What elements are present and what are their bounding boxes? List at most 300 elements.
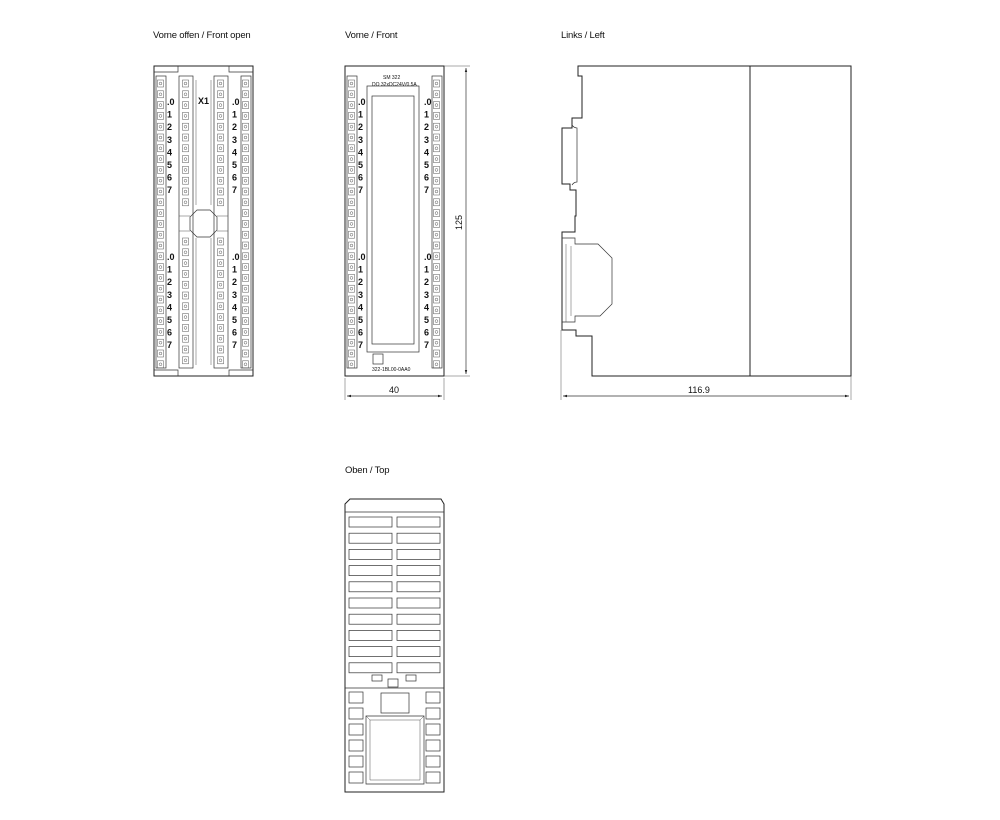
terminal-screw-head bbox=[435, 309, 438, 312]
terminal-screw-head bbox=[184, 316, 187, 319]
terminal-screw bbox=[158, 199, 164, 206]
terminal-screw-head bbox=[244, 277, 247, 280]
terminal-screw-head bbox=[159, 179, 162, 182]
channel-label: 7 bbox=[232, 340, 238, 351]
terminal-screw bbox=[243, 350, 249, 357]
terminal-screw-head bbox=[350, 158, 353, 161]
channel-label: 3 bbox=[167, 289, 173, 300]
terminal-screw bbox=[349, 102, 355, 109]
terminal-screw bbox=[158, 307, 164, 314]
terminal-screw bbox=[218, 91, 224, 98]
terminal-screw-head bbox=[350, 233, 353, 236]
left-profile-outline bbox=[562, 66, 851, 376]
terminal-screw bbox=[349, 156, 355, 163]
terminal-screw-head bbox=[159, 331, 162, 334]
channel-label: .0 bbox=[167, 252, 175, 262]
terminal-screw bbox=[434, 134, 440, 141]
terminal-screw-head bbox=[350, 244, 353, 247]
terminal-screw bbox=[243, 177, 249, 184]
channel-label: 2 bbox=[167, 277, 173, 288]
channel-label: 5 bbox=[232, 160, 238, 170]
channel-label: 7 bbox=[424, 340, 430, 351]
cable-slot bbox=[397, 566, 440, 576]
channel-label: 4 bbox=[167, 147, 173, 158]
terminal-screw bbox=[158, 123, 164, 130]
terminal-screw bbox=[158, 188, 164, 195]
terminal-screw bbox=[158, 318, 164, 325]
terminal-screw bbox=[158, 274, 164, 281]
module-spec-label: DO 32xDC24V/0.5A bbox=[372, 82, 417, 88]
channel-label: 2 bbox=[232, 277, 238, 288]
terminal-screw-head bbox=[219, 147, 222, 150]
terminal-screw bbox=[434, 91, 440, 98]
terminal-screw-head bbox=[159, 266, 162, 269]
terminal-screw bbox=[434, 220, 440, 227]
channel-label: 3 bbox=[167, 134, 173, 145]
terminal-screw-head bbox=[435, 201, 438, 204]
terminal-screw bbox=[349, 220, 355, 227]
terminal-screw-head bbox=[219, 136, 222, 139]
terminal-screw bbox=[243, 80, 249, 87]
terminal-screw bbox=[218, 281, 224, 288]
terminal-screw-head bbox=[219, 348, 222, 351]
center-screw-cover bbox=[190, 210, 217, 237]
terminal-screw bbox=[218, 166, 224, 173]
terminal-screw bbox=[158, 91, 164, 98]
terminal-screw bbox=[434, 264, 440, 271]
terminal-screw-head bbox=[435, 223, 438, 226]
terminal-screw bbox=[218, 188, 224, 195]
terminal-screw bbox=[218, 134, 224, 141]
channel-label: 4 bbox=[232, 147, 238, 158]
terminal-screw-head bbox=[184, 82, 187, 85]
channel-label: 1 bbox=[232, 109, 238, 120]
terminal-screw bbox=[243, 242, 249, 249]
channel-label: .0 bbox=[232, 97, 240, 107]
front-open-view bbox=[154, 66, 253, 376]
view-title-top: Oben / Top bbox=[345, 465, 390, 476]
terminal-screw bbox=[349, 134, 355, 141]
channel-label: 6 bbox=[232, 327, 238, 338]
channel-label: 4 bbox=[232, 302, 238, 313]
channel-label: 5 bbox=[424, 160, 430, 170]
cable-slot bbox=[349, 549, 392, 559]
channel-label: .0 bbox=[424, 252, 432, 262]
lower-slot bbox=[349, 692, 363, 703]
lower-slot bbox=[426, 772, 440, 783]
terminal-screw bbox=[434, 123, 440, 130]
terminal-screw-head bbox=[350, 169, 353, 172]
terminal-screw-head bbox=[350, 352, 353, 355]
terminal-screw bbox=[158, 220, 164, 227]
cable-slot bbox=[397, 549, 440, 559]
terminal-screw bbox=[183, 112, 189, 119]
terminal-screw-head bbox=[244, 266, 247, 269]
terminal-screw-head bbox=[244, 212, 247, 215]
channel-label: 7 bbox=[424, 185, 430, 196]
depth-dimension-value: 116.9 bbox=[688, 385, 710, 395]
terminal-screw-head bbox=[350, 201, 353, 204]
terminal-screw bbox=[183, 270, 189, 277]
view-title-front-open: Vorne offen / Front open bbox=[153, 30, 251, 41]
terminal-screw-head bbox=[435, 212, 438, 215]
terminal-screw bbox=[243, 361, 249, 368]
terminal-screw bbox=[158, 134, 164, 141]
terminal-screw-head bbox=[350, 82, 353, 85]
terminal-screw bbox=[158, 166, 164, 173]
terminal-screw-head bbox=[184, 262, 187, 265]
terminal-screw-head bbox=[219, 327, 222, 330]
terminal-screw-head bbox=[350, 212, 353, 215]
terminal-screw-head bbox=[244, 115, 247, 118]
terminal-screw bbox=[243, 156, 249, 163]
terminal-screw-head bbox=[159, 147, 162, 150]
terminal-screw bbox=[243, 253, 249, 260]
terminal-screw bbox=[434, 350, 440, 357]
terminal-screw bbox=[434, 339, 440, 346]
terminal-screw-head bbox=[435, 298, 438, 301]
terminal-screw-head bbox=[435, 320, 438, 323]
terminal-screw bbox=[218, 314, 224, 321]
terminal-screw-head bbox=[159, 104, 162, 107]
lower-slot bbox=[349, 740, 363, 751]
terminal-screw-head bbox=[219, 190, 222, 193]
terminal-screw-head bbox=[350, 93, 353, 96]
channel-label: .0 bbox=[358, 252, 366, 262]
terminal-screw-head bbox=[159, 169, 162, 172]
terminal-screw bbox=[158, 112, 164, 119]
channel-label: 4 bbox=[424, 147, 430, 158]
terminal-screw bbox=[434, 112, 440, 119]
terminal-screw-head bbox=[159, 93, 162, 96]
terminal-screw bbox=[349, 177, 355, 184]
terminal-screw-head bbox=[219, 262, 222, 265]
terminal-screw bbox=[434, 361, 440, 368]
terminal-screw bbox=[158, 264, 164, 271]
terminal-screw bbox=[243, 339, 249, 346]
terminal-screw-head bbox=[184, 179, 187, 182]
channel-label: 6 bbox=[424, 327, 430, 338]
terminal-screw-head bbox=[435, 104, 438, 107]
terminal-screw-head bbox=[435, 352, 438, 355]
terminal-screw bbox=[183, 145, 189, 152]
connector-label-x1: X1 bbox=[198, 96, 210, 106]
terminal-screw-head bbox=[184, 169, 187, 172]
terminal-screw-head bbox=[159, 363, 162, 366]
terminal-screw bbox=[434, 242, 440, 249]
front-view bbox=[345, 66, 470, 400]
terminal-screw bbox=[183, 249, 189, 256]
terminal-screw bbox=[158, 242, 164, 249]
channel-label: 2 bbox=[167, 122, 173, 133]
terminal-screw bbox=[349, 242, 355, 249]
terminal-screw bbox=[243, 145, 249, 152]
terminal-screw-head bbox=[159, 201, 162, 204]
terminal-screw-head bbox=[244, 169, 247, 172]
terminal-screw bbox=[183, 188, 189, 195]
terminal-screw bbox=[183, 199, 189, 206]
terminal-screw bbox=[218, 324, 224, 331]
terminal-screw-head bbox=[244, 309, 247, 312]
terminal-screw-head bbox=[435, 341, 438, 344]
terminal-screw bbox=[349, 328, 355, 335]
terminal-screw-head bbox=[244, 201, 247, 204]
terminal-screw bbox=[183, 357, 189, 364]
terminal-screw bbox=[243, 285, 249, 292]
cable-slot bbox=[349, 566, 392, 576]
channel-label: 7 bbox=[167, 185, 173, 196]
terminal-screw bbox=[349, 350, 355, 357]
terminal-screw bbox=[434, 166, 440, 173]
view-title-left: Links / Left bbox=[561, 30, 605, 41]
terminal-screw-head bbox=[350, 147, 353, 150]
terminal-screw bbox=[218, 112, 224, 119]
lower-slot bbox=[349, 756, 363, 767]
terminal-screw bbox=[349, 307, 355, 314]
terminal-screw bbox=[183, 260, 189, 267]
terminal-screw bbox=[434, 102, 440, 109]
terminal-screw bbox=[434, 210, 440, 217]
terminal-screw-head bbox=[184, 240, 187, 243]
terminal-screw-head bbox=[159, 255, 162, 258]
lower-slot bbox=[426, 692, 440, 703]
terminal-screw-head bbox=[184, 305, 187, 308]
terminal-screw bbox=[243, 112, 249, 119]
terminal-screw-head bbox=[219, 251, 222, 254]
channel-label: .0 bbox=[167, 97, 175, 107]
terminal-screw bbox=[158, 361, 164, 368]
terminal-screw-head bbox=[350, 298, 353, 301]
terminal-screw bbox=[183, 177, 189, 184]
terminal-screw bbox=[218, 335, 224, 342]
lower-slot bbox=[426, 756, 440, 767]
terminal-screw bbox=[218, 145, 224, 152]
terminal-screw bbox=[183, 80, 189, 87]
terminal-screw-head bbox=[159, 115, 162, 118]
terminal-screw-head bbox=[435, 136, 438, 139]
terminal-screw-head bbox=[184, 136, 187, 139]
terminal-screw-head bbox=[219, 201, 222, 204]
terminal-screw-head bbox=[435, 233, 438, 236]
terminal-screw-head bbox=[244, 136, 247, 139]
terminal-screw-head bbox=[159, 298, 162, 301]
terminal-screw-head bbox=[244, 352, 247, 355]
cable-slot bbox=[349, 582, 392, 592]
channel-label: .0 bbox=[424, 97, 432, 107]
terminal-screw-head bbox=[350, 115, 353, 118]
channel-label: 5 bbox=[167, 160, 173, 170]
terminal-screw-head bbox=[159, 190, 162, 193]
terminal-screw-head bbox=[350, 104, 353, 107]
terminal-screw-head bbox=[244, 320, 247, 323]
lower-slot bbox=[426, 708, 440, 719]
terminal-screw bbox=[158, 80, 164, 87]
channel-label: 4 bbox=[424, 302, 430, 313]
terminal-screw bbox=[183, 166, 189, 173]
cable-slot bbox=[349, 614, 392, 624]
terminal-screw bbox=[243, 134, 249, 141]
channel-label: 1 bbox=[167, 109, 173, 120]
channel-label: 6 bbox=[358, 327, 364, 338]
terminal-screw bbox=[158, 102, 164, 109]
channel-label: 4 bbox=[167, 302, 173, 313]
terminal-screw bbox=[243, 220, 249, 227]
left-view bbox=[561, 66, 851, 400]
channel-label: 2 bbox=[358, 277, 364, 288]
terminal-screw-head bbox=[350, 309, 353, 312]
terminal-screw-head bbox=[350, 255, 353, 258]
terminal-screw bbox=[183, 238, 189, 245]
terminal-screw-head bbox=[219, 169, 222, 172]
terminal-screw bbox=[349, 274, 355, 281]
terminal-screw-head bbox=[159, 287, 162, 290]
terminal-screw-head bbox=[435, 244, 438, 247]
terminal-screw bbox=[349, 339, 355, 346]
terminal-screw bbox=[243, 318, 249, 325]
terminal-screw-head bbox=[244, 287, 247, 290]
channel-label: 7 bbox=[167, 340, 173, 351]
terminal-screw-head bbox=[244, 244, 247, 247]
terminal-screw bbox=[434, 156, 440, 163]
terminal-screw-head bbox=[244, 341, 247, 344]
terminal-screw-head bbox=[184, 201, 187, 204]
terminal-screw-head bbox=[350, 179, 353, 182]
terminal-screw bbox=[349, 188, 355, 195]
terminal-screw-head bbox=[435, 115, 438, 118]
terminal-screw bbox=[243, 274, 249, 281]
channel-label: 7 bbox=[358, 185, 364, 196]
terminal-screw-head bbox=[435, 190, 438, 193]
terminal-screw bbox=[183, 102, 189, 109]
terminal-screw-head bbox=[350, 277, 353, 280]
terminal-screw-head bbox=[350, 320, 353, 323]
terminal-screw-head bbox=[435, 158, 438, 161]
terminal-screw bbox=[218, 156, 224, 163]
terminal-screw bbox=[158, 156, 164, 163]
terminal-screw-head bbox=[244, 179, 247, 182]
channel-label: 4 bbox=[358, 147, 364, 158]
terminal-screw bbox=[183, 303, 189, 310]
terminal-screw bbox=[434, 80, 440, 87]
terminal-screw bbox=[158, 253, 164, 260]
terminal-screw-head bbox=[244, 223, 247, 226]
order-number-label: 322-1BL00-0AA0 bbox=[372, 367, 411, 373]
terminal-screw bbox=[183, 281, 189, 288]
terminal-screw bbox=[183, 314, 189, 321]
terminal-screw bbox=[349, 80, 355, 87]
terminal-screw bbox=[243, 307, 249, 314]
channel-label: 1 bbox=[167, 264, 173, 275]
terminal-screw bbox=[349, 145, 355, 152]
terminal-screw bbox=[243, 199, 249, 206]
channel-label: 7 bbox=[232, 185, 238, 196]
terminal-screw-head bbox=[159, 309, 162, 312]
top-view bbox=[345, 499, 444, 792]
terminal-screw-head bbox=[184, 273, 187, 276]
terminal-screw bbox=[183, 156, 189, 163]
terminal-screw-head bbox=[350, 331, 353, 334]
terminal-screw-head bbox=[244, 331, 247, 334]
terminal-screw-head bbox=[219, 93, 222, 96]
terminal-screw bbox=[349, 210, 355, 217]
channel-label: 4 bbox=[358, 302, 364, 313]
terminal-screw-head bbox=[244, 104, 247, 107]
terminal-screw-head bbox=[435, 287, 438, 290]
cable-slot bbox=[397, 647, 440, 657]
terminal-screw bbox=[183, 123, 189, 130]
terminal-screw bbox=[349, 199, 355, 206]
label-strip-window bbox=[367, 86, 419, 352]
terminal-screw-head bbox=[244, 125, 247, 128]
terminal-screw bbox=[218, 238, 224, 245]
terminal-screw bbox=[434, 253, 440, 260]
terminal-screw bbox=[434, 199, 440, 206]
terminal-screw bbox=[158, 231, 164, 238]
cable-slot bbox=[397, 663, 440, 673]
terminal-screw-head bbox=[159, 233, 162, 236]
channel-label: 3 bbox=[358, 289, 364, 300]
terminal-screw-head bbox=[435, 331, 438, 334]
channel-label: 3 bbox=[232, 134, 238, 145]
terminal-screw bbox=[218, 199, 224, 206]
terminal-screw bbox=[218, 80, 224, 87]
terminal-screw-head bbox=[435, 277, 438, 280]
terminal-screw-head bbox=[244, 255, 247, 258]
terminal-screw-head bbox=[350, 223, 353, 226]
terminal-screw bbox=[434, 188, 440, 195]
terminal-screw bbox=[218, 249, 224, 256]
terminal-screw-head bbox=[219, 316, 222, 319]
terminal-screw bbox=[158, 339, 164, 346]
terminal-screw-head bbox=[184, 115, 187, 118]
terminal-screw-head bbox=[219, 273, 222, 276]
terminal-screw-head bbox=[159, 158, 162, 161]
channel-label: 6 bbox=[232, 172, 238, 183]
cable-slot bbox=[397, 598, 440, 608]
terminal-screw-head bbox=[184, 158, 187, 161]
terminal-screw-head bbox=[244, 363, 247, 366]
terminal-screw bbox=[183, 292, 189, 299]
terminal-screw-head bbox=[219, 179, 222, 182]
terminal-screw bbox=[218, 346, 224, 353]
cable-slot bbox=[397, 517, 440, 527]
terminal-screw bbox=[183, 134, 189, 141]
terminal-screw bbox=[243, 166, 249, 173]
terminal-screw-head bbox=[244, 158, 247, 161]
terminal-screw bbox=[434, 296, 440, 303]
terminal-screw-head bbox=[184, 125, 187, 128]
terminal-screw bbox=[158, 285, 164, 292]
terminal-screw bbox=[349, 296, 355, 303]
terminal-screw bbox=[183, 346, 189, 353]
terminal-screw-head bbox=[219, 337, 222, 340]
terminal-screw-head bbox=[244, 298, 247, 301]
terminal-screw bbox=[183, 324, 189, 331]
terminal-screw bbox=[218, 260, 224, 267]
terminal-screw-head bbox=[219, 104, 222, 107]
terminal-screw-head bbox=[184, 283, 187, 286]
terminal-screw bbox=[243, 188, 249, 195]
terminal-screw bbox=[434, 328, 440, 335]
terminal-screw-head bbox=[219, 283, 222, 286]
terminal-screw-head bbox=[350, 363, 353, 366]
terminal-screw bbox=[218, 123, 224, 130]
channel-label: 2 bbox=[424, 122, 430, 133]
terminal-screw bbox=[243, 328, 249, 335]
view-title-front: Vorne / Front bbox=[345, 30, 398, 41]
terminal-screw bbox=[434, 285, 440, 292]
terminal-screw bbox=[183, 91, 189, 98]
